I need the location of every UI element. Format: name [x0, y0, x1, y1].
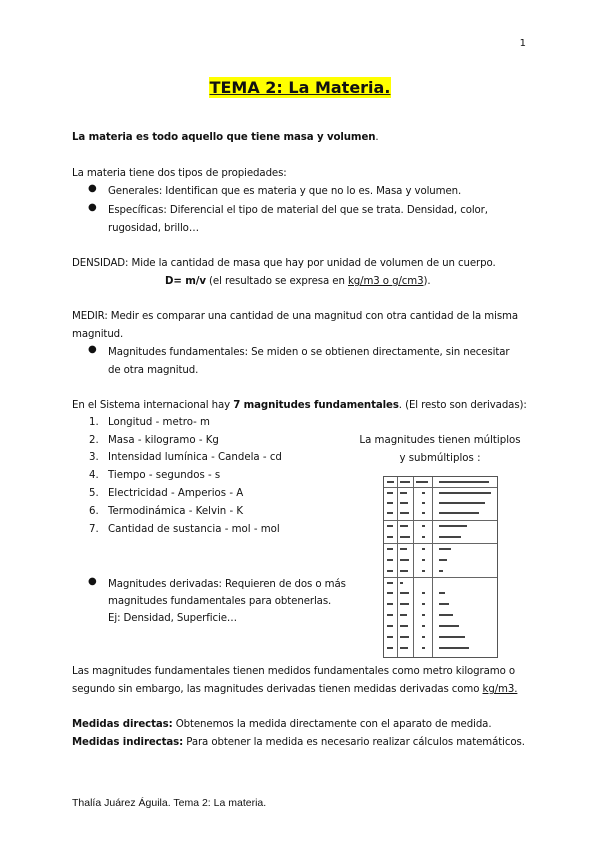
direct-text: Obtenemos la medida directamente con el aparato de medida.	[172, 719, 492, 730]
list-item: Electricidad - Amperios - A	[108, 488, 244, 499]
list-number: 7.	[89, 524, 99, 535]
indirect-measures	[72, 735, 525, 751]
direct-measures	[72, 717, 491, 733]
direct-label: Medidas directas:	[72, 719, 173, 730]
derived-line3: Ej: Densidad, Superficie…	[108, 613, 237, 624]
density-formula-post: ).	[423, 276, 431, 287]
list-number: 5.	[89, 488, 99, 499]
property-specific-line2: rugosidad, brillo…	[108, 223, 199, 234]
property-general: Generales: Identifican que es materia y que no lo es. Masa y volumen.	[108, 186, 462, 197]
table-row	[384, 621, 497, 631]
si-line	[72, 398, 527, 414]
conclusion-line2	[72, 682, 517, 698]
list-item: Cantidad de sustancia - mol - mol	[108, 524, 280, 535]
table-row	[384, 643, 497, 653]
table-row	[384, 498, 497, 508]
si-pre: En el Sistema internacional hay	[72, 400, 234, 411]
prefix-table-image	[383, 476, 498, 658]
page-number: 1	[519, 38, 526, 49]
density-definition: DENSIDAD: Mide la cantidad de masa que hay por unidad de volumen de un cuerpo.	[72, 258, 496, 269]
list-number: 3.	[89, 452, 99, 463]
fundamental-bullet-line2: de otra magnitud.	[108, 365, 199, 376]
properties-heading: La materia tiene dos tipos de propiedades:	[72, 168, 287, 179]
list-item: Tiempo - segundos - s	[108, 470, 221, 481]
intro-line	[72, 130, 379, 146]
table-row	[384, 477, 497, 487]
table-row	[384, 544, 497, 554]
density-units: kg/m3 o g/cm3	[347, 276, 424, 287]
title-container	[0, 78, 600, 97]
table-row	[384, 555, 497, 565]
side-note	[335, 432, 545, 468]
table-row	[384, 578, 497, 588]
table-row	[384, 508, 497, 518]
derived-line1: Magnitudes derivadas: Requieren de dos o más	[108, 579, 346, 590]
page-title: TEMA 2: La Materia.	[209, 78, 391, 97]
list-item: Longitud - metro- m	[108, 417, 210, 428]
derived-line2: magnitudes fundamentales para obtenerlas.	[108, 596, 332, 607]
conclusion-units: kg/m3.	[482, 684, 518, 695]
list-number: 4.	[89, 470, 99, 481]
table-row	[384, 521, 497, 531]
conclusion-line2-pre: segundo sin embargo, las magnitudes derivadas tienen medidas derivadas como	[72, 684, 483, 695]
measure-line2: magnitud.	[72, 329, 124, 340]
density-formula-pre: (el resultado se expresa en	[205, 276, 348, 287]
table-row	[384, 488, 497, 498]
list-item: Termodinámica - Kelvin - K	[108, 506, 244, 517]
side-note-line1: La magnitudes tienen múltiplos	[359, 435, 521, 446]
table-row	[384, 588, 497, 598]
bullet-icon: ●	[88, 183, 97, 194]
table-row	[384, 610, 497, 620]
bullet-icon: ●	[88, 202, 97, 213]
si-post: . (El resto son derivadas):	[398, 400, 527, 411]
table-row	[384, 599, 497, 609]
list-number: 2.	[89, 435, 99, 446]
list-number: 1.	[89, 417, 99, 428]
list-item: Intensidad lumínica - Candela - cd	[108, 452, 282, 463]
side-note-line2: y submúltiplos :	[399, 453, 481, 464]
table-row	[384, 632, 497, 642]
table-row	[384, 532, 497, 542]
intro-text: La materia es todo aquello que tiene masa y volumen	[72, 132, 376, 143]
si-bold: 7 magnitudes fundamentales	[233, 400, 399, 411]
table-row	[384, 566, 497, 576]
indirect-label: Medidas indirectas:	[72, 737, 184, 748]
indirect-text: Para obtener la medida es necesario realizar cálculos matemáticos.	[183, 737, 525, 748]
density-formula: D= m/v	[165, 276, 206, 287]
measure-line1: MEDIR: Medir es comparar una cantidad de una magnitud con otra cantidad de la misma	[72, 311, 518, 322]
density-formula-line	[165, 274, 431, 290]
bullet-icon: ●	[88, 344, 97, 355]
property-specific-line1: Específicas: Diferencial el tipo de material del que se trata. Densidad, color,	[108, 205, 488, 216]
conclusion-line1: Las magnitudes fundamentales tienen medidos fundamentales como metro kilogramo o	[72, 666, 516, 677]
bullet-icon: ●	[88, 576, 97, 587]
page-footer: Thalía Juárez Águila. Tema 2: La materia.	[72, 797, 267, 809]
intro-end: .	[375, 132, 379, 143]
list-number: 6.	[89, 506, 99, 517]
list-item: Masa - kilogramo - Kg	[108, 435, 219, 446]
fundamental-bullet-line1: Magnitudes fundamentales: Se miden o se obtienen directamente, sin necesitar	[108, 347, 510, 358]
